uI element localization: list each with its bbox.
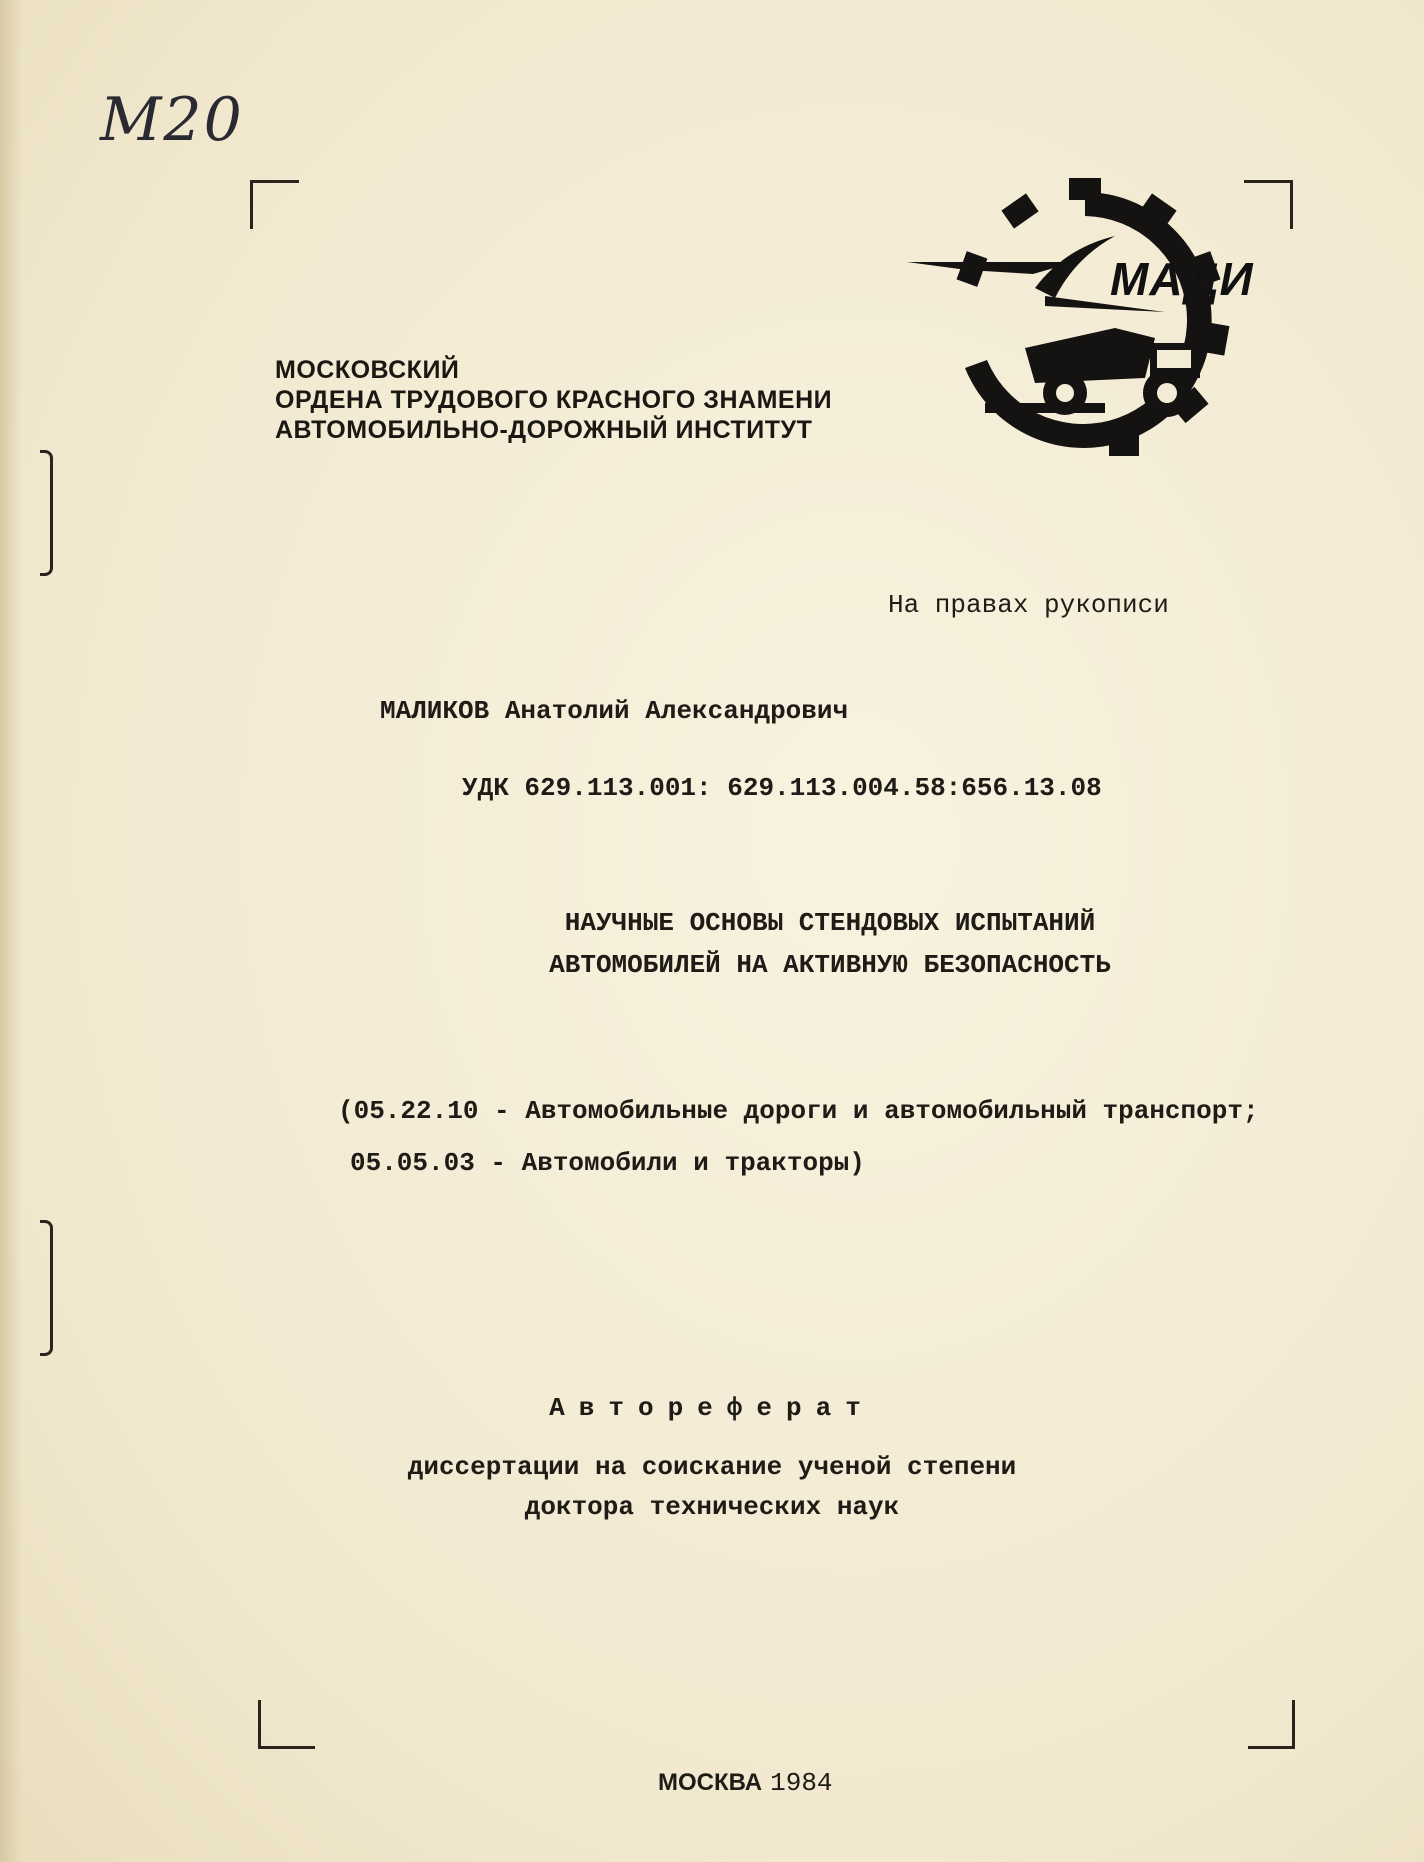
corner-mark-bottom-left [258, 1700, 315, 1749]
udk-code: УДК 629.113.001: 629.113.004.58:656.13.08 [462, 773, 1102, 803]
description-line-1: диссертации на соискание ученой степени [407, 1452, 1017, 1482]
title-line-1: НАУЧНЫЕ ОСНОВЫ СТЕНДОВЫХ ИСПЫТАНИЙ [564, 908, 1096, 938]
author-name: МАЛИКОВ Анатолий Александрович [380, 696, 849, 726]
description-line-2: доктора технических наук [524, 1492, 900, 1522]
specialty-line-2: 05.05.03 - Автомобили и тракторы) [350, 1148, 865, 1178]
footer-imprint [658, 1768, 833, 1798]
specialty-line-1: (05.22.10 - Автомобильные дороги и автомобильный транспорт; [338, 1096, 1259, 1126]
rights-note: На правах рукописи [888, 590, 1169, 620]
abstract-label: Автореферат [549, 1393, 875, 1423]
footer-year: 1984 [770, 1768, 833, 1798]
staple-top [40, 450, 53, 576]
binding-edge [0, 0, 22, 1862]
institute-line-1: МОСКОВСКИЙ [275, 356, 460, 384]
footer-city: МОСКВА [658, 1769, 763, 1796]
title-line-2: АВТОМОБИЛЕЙ НА АКТИВНУЮ БЕЗОПАСНОСТЬ [549, 950, 1111, 980]
institute-name [275, 355, 832, 445]
logo-text: МАДИ [1110, 253, 1254, 305]
madi-gear-emblem-icon [905, 178, 1265, 460]
handwritten-mark: M20 [100, 85, 244, 155]
staple-bottom [40, 1220, 53, 1356]
corner-mark-bottom-right [1248, 1700, 1295, 1749]
corner-mark-top-left [250, 180, 299, 229]
institute-line-3: АВТОМОБИЛЬНО-ДОРОЖНЫЙ ИНСТИТУТ [275, 416, 813, 444]
institute-line-2: ОРДЕНА ТРУДОВОГО КРАСНОГО ЗНАМЕНИ [275, 386, 833, 414]
